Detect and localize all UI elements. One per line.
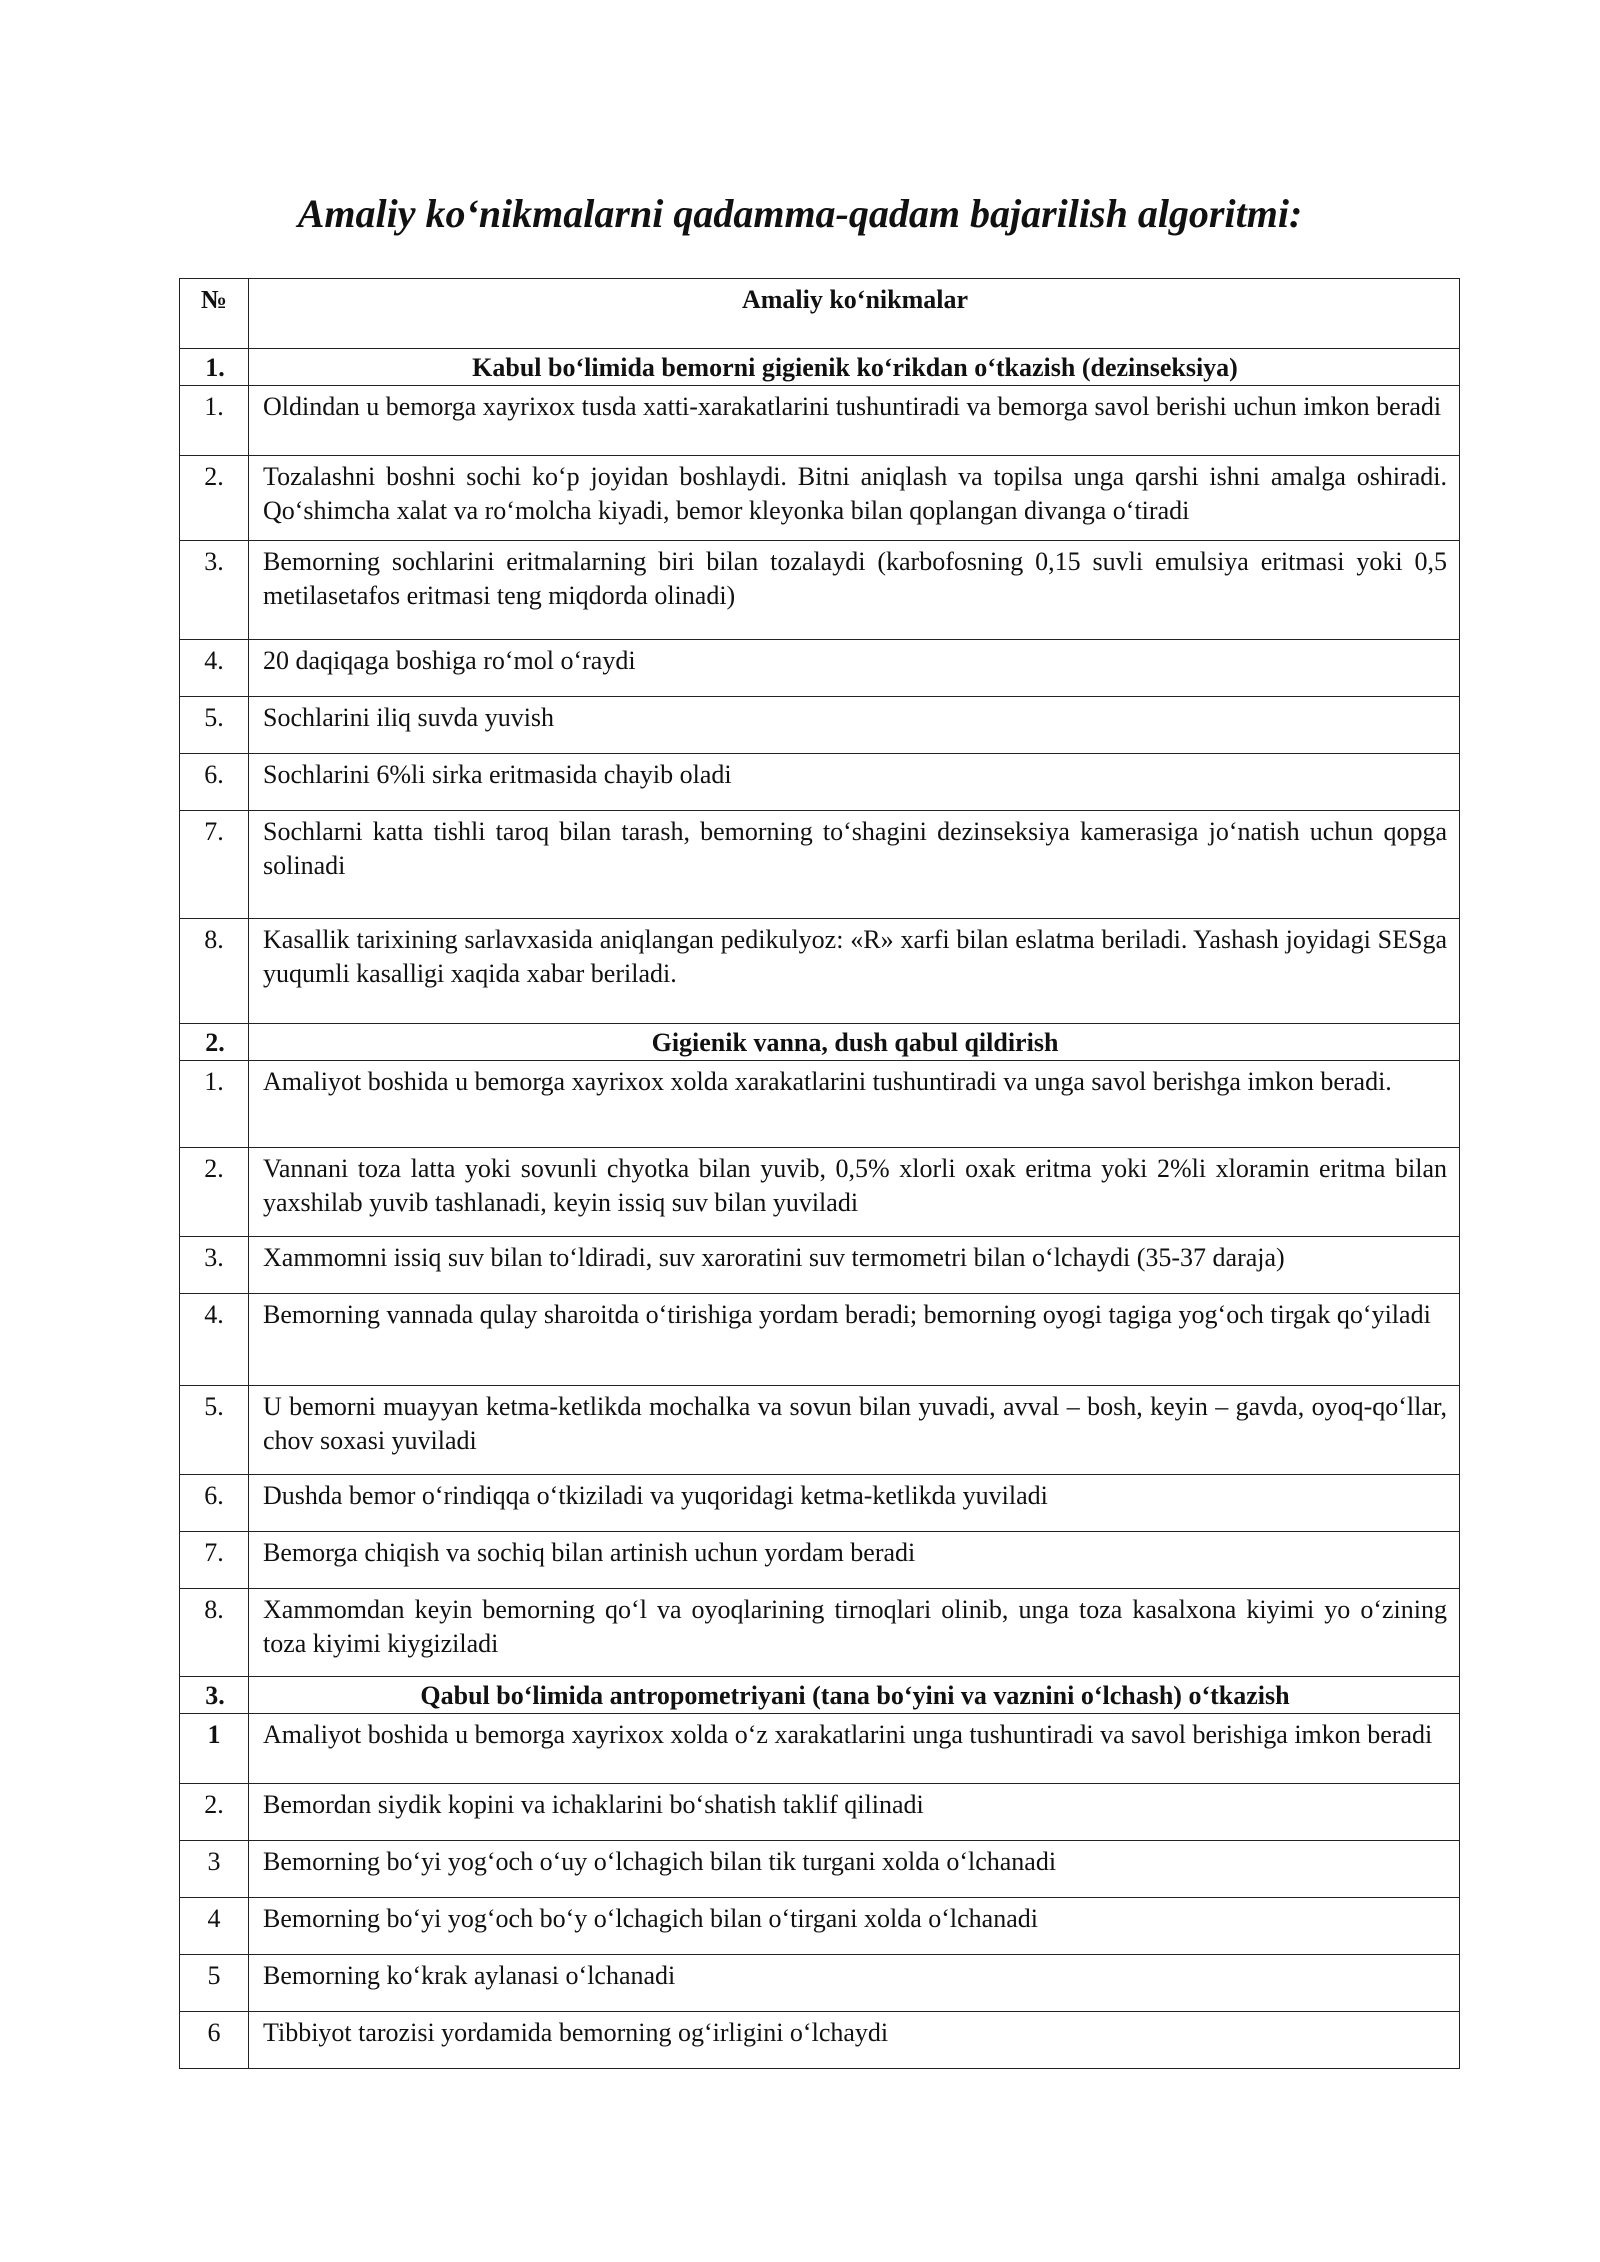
- step-number: 2.: [180, 1784, 249, 1841]
- section-header-row: [180, 349, 1460, 386]
- step-number: 8.: [180, 919, 249, 1024]
- step-text: 20 daqiqaga boshiga ro‘mol o‘raydi: [249, 640, 1460, 697]
- step-text: Sochlarini iliq suvda yuvish: [249, 697, 1460, 754]
- step-text: Bemorning bo‘yi yog‘och bo‘y o‘lchagich bilan o‘tirgani xolda o‘lchanadi: [249, 1898, 1460, 1955]
- section-title: Kabul bo‘limida bemorni gigienik ko‘rikdan o‘tkazish (dezinseksiya): [249, 349, 1460, 386]
- step-number: 6.: [180, 1475, 249, 1532]
- step-number: 5.: [180, 1386, 249, 1475]
- step-number: 3.: [180, 541, 249, 640]
- step-number: 2.: [180, 1148, 249, 1237]
- section-number: 3.: [180, 1677, 249, 1714]
- step-text: Bemorga chiqish va sochiq bilan artinish uchun yordam beradi: [249, 1532, 1460, 1589]
- table-row: [180, 2012, 1460, 2069]
- step-number: 7.: [180, 811, 249, 919]
- table-row: [180, 640, 1460, 697]
- step-number: 1: [180, 1714, 249, 1784]
- step-text: Bemorning vannada qulay sharoitda o‘tirishiga yordam beradi; bemorning oyogi tagiga yog‘och tirgak qo‘yiladi: [249, 1294, 1460, 1386]
- step-number: 5.: [180, 697, 249, 754]
- step-number: 3: [180, 1841, 249, 1898]
- skills-column-header: Amaliy ko‘nikmalar: [249, 279, 1460, 349]
- section-header-row: [180, 1024, 1460, 1061]
- page-title: Amaliy ko‘nikmalarni qadamma-qadam bajarilish algoritmi:: [297, 191, 1303, 236]
- step-number: 7.: [180, 1532, 249, 1589]
- table-row: [180, 1841, 1460, 1898]
- step-number: 6: [180, 2012, 249, 2069]
- table-row: [180, 1475, 1460, 1532]
- step-text: Kasallik tarixining sarlavxasida aniqlangan pedikulyoz: «R» xarfi bilan eslatma beriladi. Yashash joyidagi SESga yuqumli kasalligi xaqida xabar beriladi.: [249, 919, 1460, 1024]
- table-row: [180, 1898, 1460, 1955]
- table-row: [180, 541, 1460, 640]
- skills-table: [179, 278, 1460, 2069]
- section-title: Gigienik vanna, dush qabul qildirish: [249, 1024, 1460, 1061]
- step-text: Bemorning bo‘yi yog‘och o‘uy o‘lchagich bilan tik turgani xolda o‘lchanadi: [249, 1841, 1460, 1898]
- step-text: Amaliyot boshida u bemorga xayrixox xolda o‘z xarakatlarini unga tushuntiradi va savol berishiga imkon beradi: [249, 1714, 1460, 1784]
- table-row: [180, 1294, 1460, 1386]
- table-row: [180, 754, 1460, 811]
- table-row: [180, 1784, 1460, 1841]
- step-text: Tozalashni boshni sochi ko‘p joyidan boshlaydi. Bitni aniqlash va topilsa unga qarshi ishni amalga oshiradi. Qo‘shimcha xalat va ro‘molcha kiyadi, bemor kleyonka bilan qoplangan divanga o‘tiradi: [249, 456, 1460, 541]
- step-text: U bemorni muayyan ketma-ketlikda mochalka va sovun bilan yuvadi, avval – bosh, keyin – gavda, oyoq-qo‘llar, chov soxasi yuviladi: [249, 1386, 1460, 1475]
- step-text: Amaliyot boshida u bemorga xayrixox xolda xarakatlarini tushuntiradi va unga savol berishga imkon beradi.: [249, 1061, 1460, 1148]
- number-column-header: №: [180, 279, 249, 349]
- step-number: 1.: [180, 1061, 249, 1148]
- section-number: 2.: [180, 1024, 249, 1061]
- section-header-row: [180, 1677, 1460, 1714]
- section-title: Qabul bo‘limida antropometriyani (tana bo‘yini va vaznini o‘lchash) o‘tkazish: [249, 1677, 1460, 1714]
- step-number: 1.: [180, 386, 249, 456]
- table-row: [180, 1386, 1460, 1475]
- table-row: [180, 1061, 1460, 1148]
- step-text: Vannani toza latta yoki sovunli chyotka bilan yuvib, 0,5% xlorli oxak eritma yoki 2%li xloramin eritma bilan yaxshilab yuvib tashlanadi, keyin issiq suv bilan yuviladi: [249, 1148, 1460, 1237]
- step-number: 4: [180, 1898, 249, 1955]
- step-number: 3.: [180, 1237, 249, 1294]
- table-row: [180, 697, 1460, 754]
- table-row: [180, 919, 1460, 1024]
- table-row: [180, 1714, 1460, 1784]
- table-row: [180, 1955, 1460, 2012]
- section-number: 1.: [180, 349, 249, 386]
- step-number: 2.: [180, 456, 249, 541]
- step-text: Sochlarni katta tishli taroq bilan tarash, bemorning to‘shagini dezinseksiya kamerasiga jo‘natish uchun qopga solinadi: [249, 811, 1460, 919]
- step-text: Oldindan u bemorga xayrixox tusda xatti-xarakatlarini tushuntiradi va bemorga savol berishi uchun imkon beradi: [249, 386, 1460, 456]
- step-text: Xammomni issiq suv bilan to‘ldiradi, suv xaroratini suv termometri bilan o‘lchaydi (35-37 daraja): [249, 1237, 1460, 1294]
- table-row: [180, 386, 1460, 456]
- step-number: 8.: [180, 1589, 249, 1677]
- step-text: Xammomdan keyin bemorning qo‘l va oyoqlarining tirnoqlari olinib, unga toza kasalxona kiyimi yo o‘zining toza kiyimi kiygiziladi: [249, 1589, 1460, 1677]
- table-row: [180, 1148, 1460, 1237]
- table-row: [180, 811, 1460, 919]
- table-row: [180, 1589, 1460, 1677]
- table-row: [180, 1237, 1460, 1294]
- step-text: Bemorning sochlarini eritmalarning biri bilan tozalaydi (karbofosning 0,15 suvli emulsiya eritmasi yoki 0,5 metilasetafos eritmasi teng miqdorda olinadi): [249, 541, 1460, 640]
- step-text: Tibbiyot tarozisi yordamida bemorning og‘irligini o‘lchaydi: [249, 2012, 1460, 2069]
- step-text: Sochlarini 6%li sirka eritmasida chayib oladi: [249, 754, 1460, 811]
- step-text: Bemorning ko‘krak aylanasi o‘lchanadi: [249, 1955, 1460, 2012]
- step-number: 4.: [180, 1294, 249, 1386]
- table-header-row: [180, 279, 1460, 349]
- table-row: [180, 1532, 1460, 1589]
- step-number: 6.: [180, 754, 249, 811]
- step-text: Bemordan siydik kopini va ichaklarini bo‘shatish taklif qilinadi: [249, 1784, 1460, 1841]
- step-number: 4.: [180, 640, 249, 697]
- step-number: 5: [180, 1955, 249, 2012]
- step-text: Dushda bemor o‘rindiqqa o‘tkiziladi va yuqoridagi ketma-ketlikda yuviladi: [249, 1475, 1460, 1532]
- table-row: [180, 456, 1460, 541]
